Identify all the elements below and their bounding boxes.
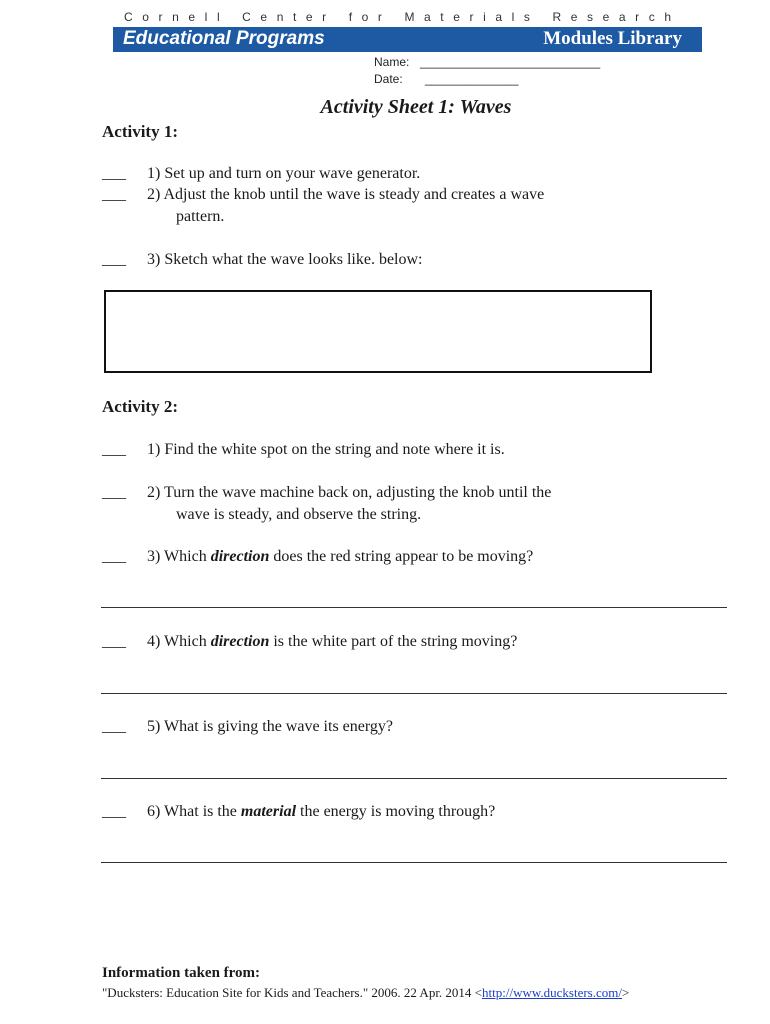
name-field[interactable]: ___________________________: [420, 55, 601, 69]
checkbox-blank[interactable]: ___: [102, 484, 126, 501]
sketch-box[interactable]: [104, 290, 652, 373]
question-text: does the red string appear to be moving?: [269, 548, 534, 565]
info-source-heading: Information taken from:: [102, 965, 261, 981]
checkbox-blank[interactable]: ___: [102, 186, 126, 203]
citation: [102, 985, 629, 1001]
activity-2-question-2-cont: wave is steady, and observe the string.: [176, 506, 422, 523]
question-text: 3) Which: [147, 548, 211, 565]
answer-line[interactable]: [101, 862, 727, 863]
banner-modules-library: Modules Library: [543, 28, 682, 49]
checkbox-blank[interactable]: ___: [102, 251, 126, 268]
activity-2-question-6: [147, 803, 495, 821]
activity-1-step-3: 3) Sketch what the wave looks like. below:: [147, 251, 423, 268]
ducksters-link[interactable]: http://www.ducksters.com/: [482, 985, 622, 1000]
answer-line[interactable]: [101, 607, 727, 608]
activity-1-step-2: 2) Adjust the knob until the wave is steady and creates a wave: [147, 186, 545, 203]
activity-1-heading: Activity 1:: [102, 122, 179, 141]
answer-line[interactable]: [101, 778, 727, 779]
activity-2-question-5: 5) What is giving the wave its energy?: [147, 718, 394, 735]
page-title: Activity Sheet 1: Waves: [320, 96, 512, 118]
date-field[interactable]: ______________: [425, 72, 519, 86]
checkbox-blank[interactable]: ___: [102, 548, 126, 565]
checkbox-blank[interactable]: ___: [102, 441, 126, 458]
name-label: Name:: [374, 55, 410, 69]
activity-2-question-2: 2) Turn the wave machine back on, adjusting the knob until the: [147, 484, 552, 501]
emphasis-direction: direction: [210, 548, 270, 565]
checkbox-blank[interactable]: ___: [102, 165, 126, 182]
date-label: Date:: [374, 72, 403, 86]
question-text: is the white part of the string moving?: [269, 633, 518, 650]
question-text: 6) What is the: [147, 803, 241, 820]
org-title: Cornell Center for Materials Research: [124, 10, 681, 24]
activity-2-question-4: [147, 633, 517, 651]
checkbox-blank[interactable]: ___: [102, 803, 126, 820]
activity-1-step-1: 1) Set up and turn on your wave generator.: [147, 165, 421, 182]
citation-end: >: [622, 985, 630, 1000]
activity-2-heading: Activity 2:: [102, 397, 179, 416]
header-banner: [113, 27, 702, 52]
citation-text: "Ducksters: Education Site for Kids and Teachers." 2006. 22 Apr. 2014 <: [102, 985, 483, 1000]
answer-line[interactable]: [101, 693, 727, 694]
banner-educational-programs: Educational Programs: [123, 28, 325, 49]
checkbox-blank[interactable]: ___: [102, 633, 126, 650]
activity-1-step-2-cont: pattern.: [176, 208, 225, 225]
question-text: 4) Which: [147, 633, 211, 650]
question-text: the energy is moving through?: [296, 803, 496, 820]
emphasis-material: material: [240, 803, 297, 820]
activity-2-question-3: [147, 548, 533, 566]
emphasis-direction: direction: [210, 633, 270, 650]
activity-2-question-1: 1) Find the white spot on the string and note where it is.: [147, 441, 505, 458]
checkbox-blank[interactable]: ___: [102, 718, 126, 735]
